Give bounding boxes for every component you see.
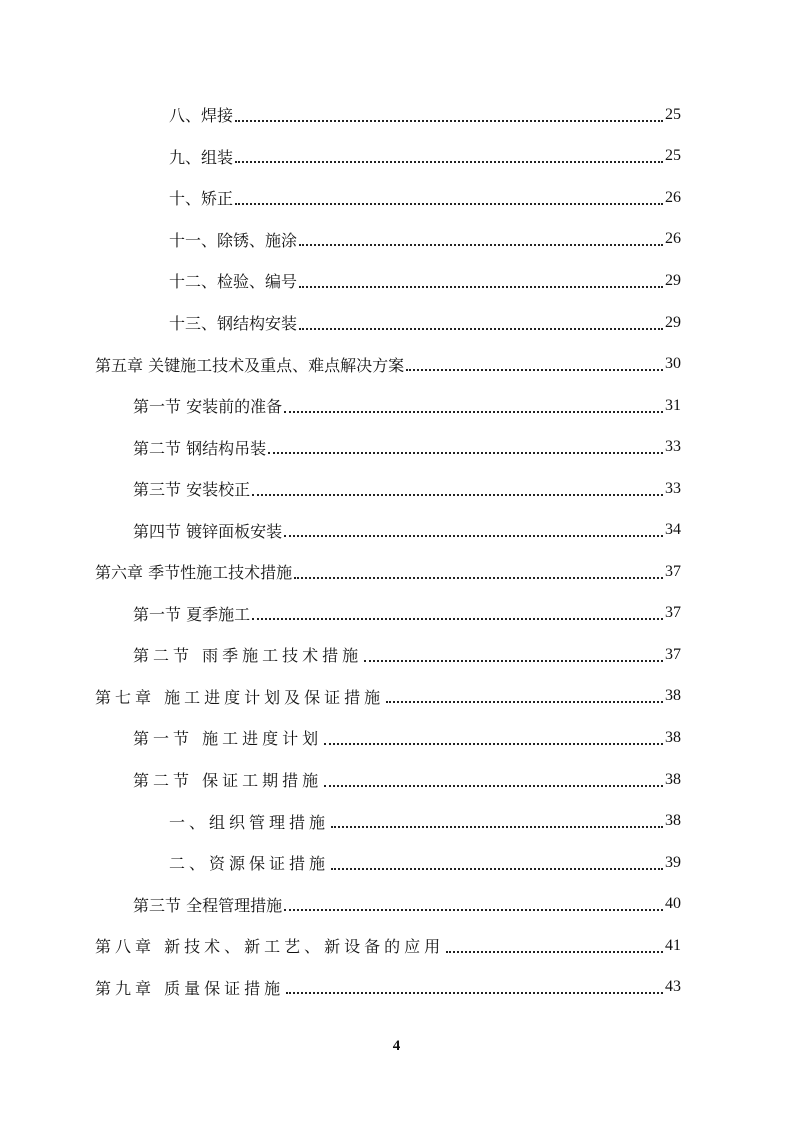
dot-leader	[406, 353, 663, 371]
toc-entry[interactable]	[0, 551, 793, 593]
toc-entry-page: 33	[665, 479, 681, 497]
dot-leader	[252, 602, 663, 620]
dot-leader	[324, 727, 663, 745]
toc-entry[interactable]	[0, 800, 793, 842]
dot-leader	[331, 852, 663, 870]
toc-entry-page: 26	[665, 188, 681, 206]
toc-entry-title: 十一、除锈、施涂	[169, 230, 298, 250]
toc-entry-page: 38	[665, 728, 681, 746]
toc-entry[interactable]	[0, 509, 793, 551]
toc-entry[interactable]	[0, 759, 793, 801]
dot-leader	[324, 769, 663, 787]
dot-leader	[294, 561, 663, 579]
toc-entry-title: 第一节 安装前的准备	[133, 397, 283, 417]
dot-leader	[364, 644, 663, 662]
toc-entry-title: 第八章 新技术、新工艺、新设备的应用	[95, 937, 445, 957]
toc-entry-title: 九、组装	[169, 147, 234, 167]
toc-entry[interactable]	[0, 634, 793, 676]
toc-entry-page: 29	[665, 313, 681, 331]
toc-entry[interactable]	[0, 842, 793, 884]
toc-entry-page: 26	[665, 230, 681, 248]
toc-entry-page: 25	[665, 105, 681, 123]
toc-entry-page: 33	[665, 438, 681, 456]
toc-entry-page: 39	[665, 853, 681, 871]
toc-entry-title: 第一节 夏季施工	[133, 604, 251, 624]
toc-entry[interactable]	[0, 343, 793, 385]
toc-entry-page: 38	[665, 770, 681, 788]
dot-leader	[284, 395, 663, 413]
toc-entry[interactable]	[0, 925, 793, 967]
toc-entry-title: 第六章 季节性施工技术措施	[95, 563, 293, 583]
toc-entry[interactable]	[0, 219, 793, 261]
toc-entry-title: 十二、检验、编号	[169, 272, 298, 292]
toc-entry-page: 37	[665, 645, 681, 663]
toc-entry-page: 37	[665, 604, 681, 622]
toc-entry-title: 第一节 施工进度计划	[133, 729, 323, 749]
toc-entry[interactable]	[0, 426, 793, 468]
toc-entry-title: 十三、钢结构安装	[169, 314, 298, 333]
toc-entry-title: 第七章 施工进度计划及保证措施	[95, 687, 385, 707]
toc-entry[interactable]	[0, 136, 793, 178]
toc-entry-page: 25	[665, 147, 681, 165]
toc-entry-page: 43	[665, 978, 681, 996]
dot-leader	[299, 312, 663, 330]
dot-leader	[299, 270, 663, 288]
toc-entry-title: 二、资源保证措施	[169, 854, 330, 874]
toc-entry[interactable]	[0, 260, 793, 302]
toc-entry-page: 31	[665, 396, 681, 414]
dot-leader	[331, 810, 663, 828]
toc-entry[interactable]	[0, 177, 793, 219]
dot-leader	[268, 436, 663, 454]
toc-entry-page: 38	[665, 687, 681, 705]
toc-entry[interactable]	[0, 94, 793, 136]
dot-leader	[235, 104, 663, 122]
toc-entry-title: 第九章 质量保证措施	[95, 978, 285, 998]
page-number: 4	[392, 1038, 401, 1054]
toc-entry-title: 第三节 全程管理措施	[133, 895, 283, 915]
toc-entry[interactable]	[0, 593, 793, 635]
table-of-contents	[0, 94, 793, 1008]
toc-entry-page: 29	[665, 271, 681, 289]
toc-entry-title: 第二节 保证工期措施	[133, 771, 323, 791]
toc-entry[interactable]	[0, 676, 793, 718]
dot-leader	[286, 976, 663, 994]
toc-entry-page: 30	[665, 355, 681, 373]
dot-leader	[252, 478, 663, 496]
toc-entry-title: 一、组织管理措施	[169, 812, 330, 832]
toc-entry[interactable]	[0, 385, 793, 427]
dot-leader	[235, 187, 663, 205]
toc-entry-page: 37	[665, 562, 681, 580]
dot-leader	[446, 935, 663, 953]
dot-leader	[386, 685, 663, 703]
toc-entry[interactable]	[0, 468, 793, 510]
toc-entry-title: 第五章 关键施工技术及重点、难点解决方案	[95, 355, 405, 375]
dot-leader	[235, 145, 663, 163]
dot-leader	[284, 519, 663, 537]
toc-entry-title: 第二节 钢结构吊装	[133, 438, 267, 458]
toc-entry-page: 41	[665, 936, 681, 954]
toc-entry-title: 第四节 镀锌面板安装	[133, 521, 283, 541]
toc-entry-page: 34	[665, 521, 681, 539]
toc-entry-title: 十、矫正	[169, 189, 234, 209]
toc-entry[interactable]	[0, 717, 793, 759]
toc-entry-title: 八、焊接	[169, 106, 234, 126]
dot-leader	[299, 228, 663, 246]
toc-entry[interactable]	[0, 302, 793, 344]
toc-entry[interactable]	[0, 966, 793, 1008]
toc-entry-page: 40	[665, 895, 681, 913]
toc-entry[interactable]	[0, 883, 793, 925]
dot-leader	[284, 893, 663, 911]
toc-entry-page: 38	[665, 812, 681, 830]
toc-entry-title: 第三节 安装校正	[133, 480, 251, 500]
toc-entry-title: 第二节 雨季施工技术措施	[133, 646, 363, 666]
